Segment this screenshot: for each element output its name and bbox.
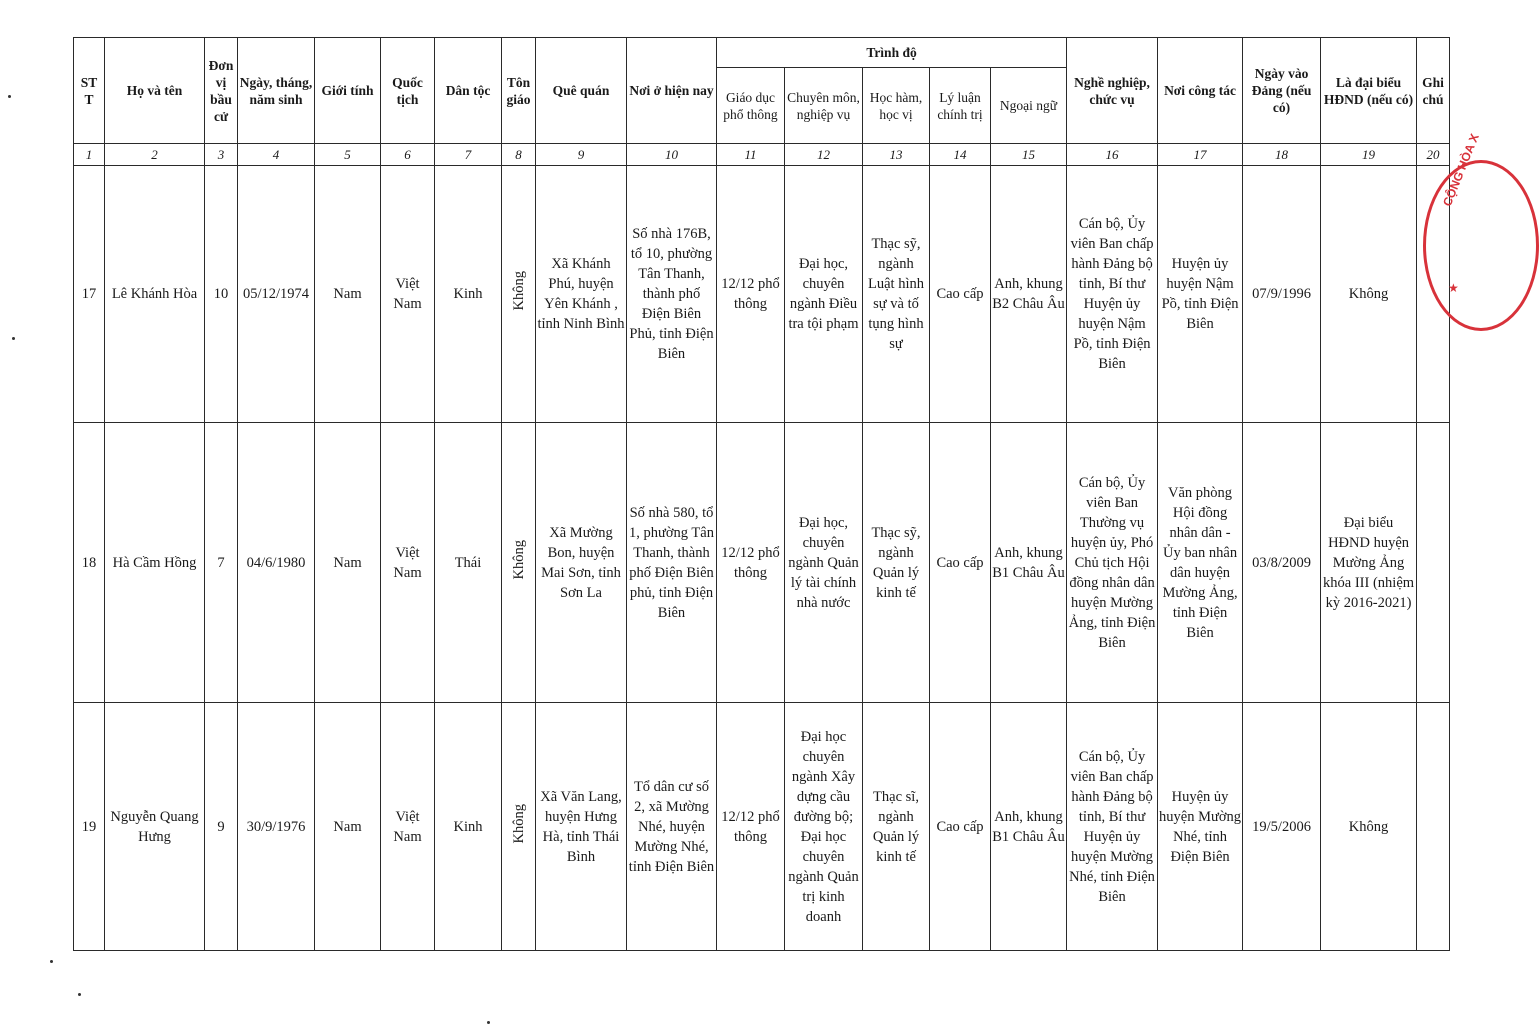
header-education-group: Trình độ	[717, 38, 1067, 68]
scan-speck	[12, 337, 15, 340]
cell-religion	[502, 423, 536, 703]
column-number: 14	[930, 144, 991, 166]
cell-nationality: Việt Nam	[381, 703, 435, 951]
column-number: 18	[1243, 144, 1321, 166]
scan-speck	[78, 993, 81, 996]
cell-academic: Thạc sỹ, ngành Luật hình sự và tố tụng hình sự	[863, 166, 930, 423]
header-party-date: Ngày vào Đảng (nếu có)	[1243, 38, 1321, 144]
header-occupation: Nghề nghiệp, chức vụ	[1067, 38, 1158, 144]
column-number: 2	[105, 144, 205, 166]
cell-general-edu: 12/12 phổ thông	[717, 703, 785, 951]
cell-academic: Thạc sỹ, ngành Quản lý kinh tế	[863, 423, 930, 703]
cell-political: Cao cấp	[930, 423, 991, 703]
column-number: 10	[627, 144, 717, 166]
column-number: 15	[991, 144, 1067, 166]
header-nationality: Quốc tịch	[381, 38, 435, 144]
column-number: 4	[238, 144, 315, 166]
cell-note	[1417, 703, 1450, 951]
scan-speck	[8, 95, 11, 98]
cell-hometown: Xã Văn Lang, huyện Hưng Hà, tỉnh Thái Bình	[536, 703, 627, 951]
cell-workplace: Huyện ủy huyện Nậm Pồ, tỉnh Điện Biên	[1158, 166, 1243, 423]
cell-professional: Đại học, chuyên ngành Quản lý tài chính nhà nước	[785, 423, 863, 703]
cell-residence: Số nhà 176B, tổ 10, phường Tân Thanh, thành phố Điện Biên Phủ, tỉnh Điện Biên	[627, 166, 717, 423]
table-row	[74, 703, 1450, 951]
cell-ethnicity: Thái	[435, 423, 502, 703]
header-dob: Ngày, tháng, năm sinh	[238, 38, 315, 144]
column-number: 13	[863, 144, 930, 166]
header-professional: Chuyên môn, nghiệp vụ	[785, 68, 863, 144]
table-row	[74, 423, 1450, 703]
cell-unit: 10	[205, 166, 238, 423]
column-number: 20	[1417, 144, 1450, 166]
cell-nationality: Việt Nam	[381, 423, 435, 703]
cell-dob: 30/9/1976	[238, 703, 315, 951]
religion-text: Không	[510, 539, 527, 580]
cell-professional: Đại học chuyên ngành Xây dựng cầu đường bộ; Đại học chuyên ngành Quản trị kinh doanh	[785, 703, 863, 951]
column-number: 5	[315, 144, 381, 166]
cell-party-date: 03/8/2009	[1243, 423, 1321, 703]
seal-text: CỘNG HÒA X	[1440, 131, 1482, 209]
cell-religion	[502, 166, 536, 423]
header-name: Họ và tên	[105, 38, 205, 144]
cell-gender: Nam	[315, 166, 381, 423]
cell-ethnicity: Kinh	[435, 703, 502, 951]
cell-stt: 19	[74, 703, 105, 951]
cell-political: Cao cấp	[930, 703, 991, 951]
column-number: 8	[502, 144, 536, 166]
seal-star-icon: ★	[1448, 281, 1459, 295]
cell-hometown: Xã Khánh Phú, huyện Yên Khánh , tỉnh Ninh Bình	[536, 166, 627, 423]
candidate-table	[73, 37, 1450, 951]
religion-text: Không	[510, 803, 527, 844]
header-unit: Đơn vị bầu cử	[205, 38, 238, 144]
header-note: Ghi chú	[1417, 38, 1450, 144]
cell-residence: Số nhà 580, tổ 1, phường Tân Thanh, thành phố Điện Biên phủ, tỉnh Điện Biên	[627, 423, 717, 703]
cell-party-date: 07/9/1996	[1243, 166, 1321, 423]
cell-hometown: Xã Mường Bon, huyện Mai Sơn, tỉnh Sơn La	[536, 423, 627, 703]
cell-professional: Đại học, chuyên ngành Điều tra tội phạm	[785, 166, 863, 423]
column-number: 3	[205, 144, 238, 166]
header-stt: ST T	[74, 38, 105, 144]
header-political: Lý luận chính trị	[930, 68, 991, 144]
cell-occupation: Cán bộ, Ủy viên Ban chấp hành Đảng bộ tỉnh, Bí thư Huyện ủy huyện Mường Nhé, tỉnh Điện Biên	[1067, 703, 1158, 951]
cell-delegate: Không	[1321, 703, 1417, 951]
header-language: Ngoại ngữ	[991, 68, 1067, 144]
cell-language: Anh, khung B1 Châu Âu	[991, 423, 1067, 703]
cell-party-date: 19/5/2006	[1243, 703, 1321, 951]
column-number: 17	[1158, 144, 1243, 166]
cell-name: Nguyễn Quang Hưng	[105, 703, 205, 951]
header-general-edu: Giáo dục phổ thông	[717, 68, 785, 144]
scan-speck	[50, 960, 53, 963]
cell-gender: Nam	[315, 703, 381, 951]
cell-stt: 17	[74, 166, 105, 423]
cell-dob: 04/6/1980	[238, 423, 315, 703]
cell-language: Anh, khung B1 Châu Âu	[991, 703, 1067, 951]
column-number: 1	[74, 144, 105, 166]
header-ethnicity: Dân tộc	[435, 38, 502, 144]
cell-language: Anh, khung B2 Châu Âu	[991, 166, 1067, 423]
cell-occupation: Cán bộ, Ủy viên Ban chấp hành Đảng bộ tỉnh, Bí thư Huyện ủy huyện Nậm Pồ, tỉnh Điện Biên	[1067, 166, 1158, 423]
header-gender: Giới tính	[315, 38, 381, 144]
cell-workplace: Văn phòng Hội đồng nhân dân - Ủy ban nhân dân huyện Mường Ảng, tỉnh Điện Biên	[1158, 423, 1243, 703]
column-number: 7	[435, 144, 502, 166]
column-number: 12	[785, 144, 863, 166]
cell-general-edu: 12/12 phổ thông	[717, 423, 785, 703]
cell-gender: Nam	[315, 423, 381, 703]
cell-unit: 7	[205, 423, 238, 703]
header-academic: Học hàm, học vị	[863, 68, 930, 144]
header-religion: Tôn giáo	[502, 38, 536, 144]
cell-delegate: Đại biểu HĐND huyện Mường Ảng khóa III (nhiệm kỳ 2016-2021)	[1321, 423, 1417, 703]
column-number: 19	[1321, 144, 1417, 166]
cell-unit: 9	[205, 703, 238, 951]
table-row	[74, 166, 1450, 423]
cell-nationality: Việt Nam	[381, 166, 435, 423]
cell-ethnicity: Kinh	[435, 166, 502, 423]
cell-residence: Tổ dân cư số 2, xã Mường Nhé, huyện Mường Nhé, tỉnh Điện Biên	[627, 703, 717, 951]
column-number: 11	[717, 144, 785, 166]
column-number-row	[74, 144, 1450, 166]
cell-religion	[502, 703, 536, 951]
column-number: 16	[1067, 144, 1158, 166]
cell-note	[1417, 423, 1450, 703]
header-delegate: Là đại biểu HĐND (nếu có)	[1321, 38, 1417, 144]
header-hometown: Quê quán	[536, 38, 627, 144]
cell-general-edu: 12/12 phổ thông	[717, 166, 785, 423]
cell-academic: Thạc sĩ, ngành Quản lý kinh tế	[863, 703, 930, 951]
cell-name: Hà Cầm Hồng	[105, 423, 205, 703]
header-residence: Nơi ở hiện nay	[627, 38, 717, 144]
header-workplace: Nơi công tác	[1158, 38, 1243, 144]
cell-dob: 05/12/1974	[238, 166, 315, 423]
scan-speck	[487, 1021, 490, 1024]
column-number: 9	[536, 144, 627, 166]
cell-stt: 18	[74, 423, 105, 703]
column-number: 6	[381, 144, 435, 166]
cell-occupation: Cán bộ, Ủy viên Ban Thường vụ huyện ủy, Phó Chủ tịch Hội đồng nhân dân huyện Mường Ảng, tỉnh Điện Biên	[1067, 423, 1158, 703]
cell-delegate: Không	[1321, 166, 1417, 423]
cell-name: Lê Khánh Hòa	[105, 166, 205, 423]
cell-political: Cao cấp	[930, 166, 991, 423]
religion-text: Không	[510, 271, 527, 311]
cell-workplace: Huyện ủy huyện Mường Nhé, tỉnh Điện Biên	[1158, 703, 1243, 951]
